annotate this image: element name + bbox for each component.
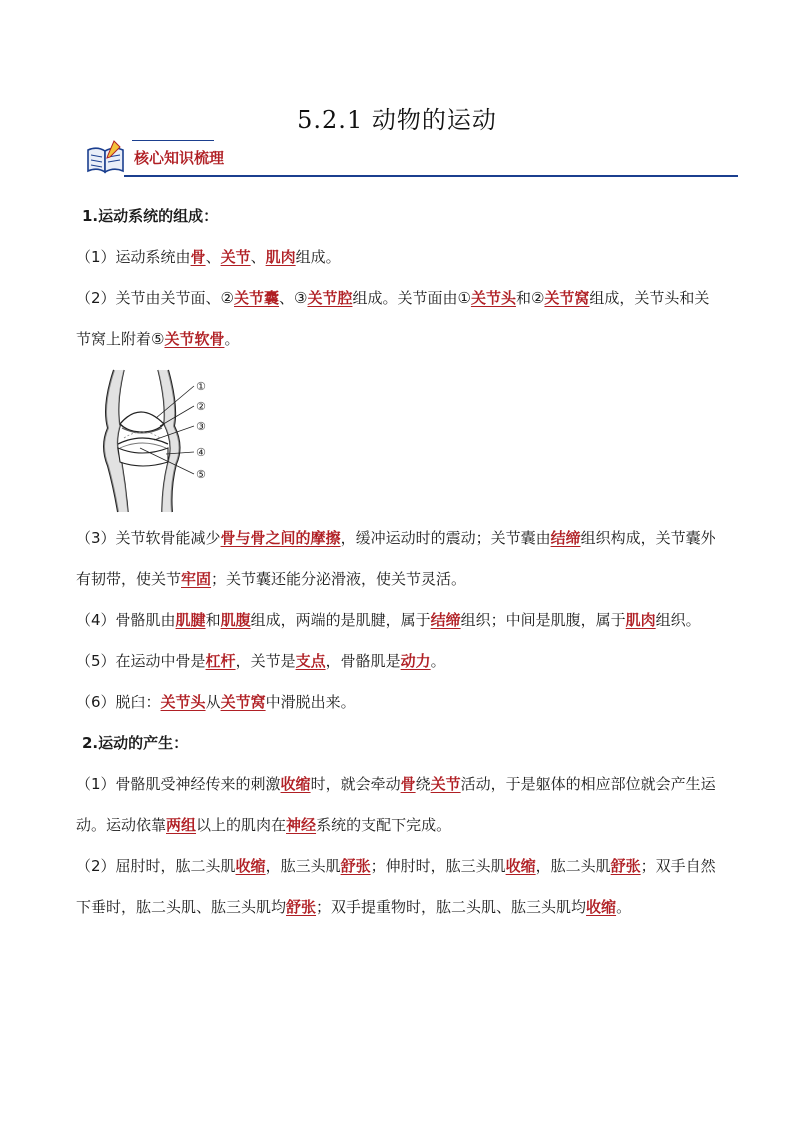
diagram-label-3: ③ bbox=[196, 420, 206, 433]
page-title: 5.2.1 动物的运动 bbox=[297, 106, 497, 134]
heading-1: 1.运动系统的组成： bbox=[82, 207, 219, 225]
text: （1）运动系统由 bbox=[76, 248, 191, 266]
text: ，缓冲运动时的震动；关节囊由 bbox=[340, 529, 551, 547]
text: ，肱二头肌 bbox=[535, 857, 611, 875]
text: 组成。关节面由① bbox=[352, 289, 471, 307]
paragraph-1-5 bbox=[76, 641, 724, 682]
answer: 结缔 bbox=[430, 611, 461, 629]
paragraph-1-1 bbox=[76, 237, 724, 278]
text: ；伸肘时，肱三头肌 bbox=[370, 857, 506, 875]
text: ；双手提重物时，肱二头肌、肱三头肌均 bbox=[316, 898, 587, 916]
text: 和② bbox=[515, 289, 545, 307]
answer: 神经 bbox=[286, 816, 317, 834]
content bbox=[76, 196, 724, 928]
answer: 关节头 bbox=[160, 693, 206, 711]
section-header bbox=[84, 138, 740, 180]
text: （5）在运动中骨是 bbox=[76, 652, 206, 670]
answer: 收缩 bbox=[586, 898, 617, 916]
text: （4）骨骼肌由 bbox=[76, 611, 176, 629]
paragraph-2-2 bbox=[76, 846, 724, 928]
text: 时，就会牵动 bbox=[310, 775, 401, 793]
answer: 结缔 bbox=[550, 529, 581, 547]
answer: 肌肉 bbox=[625, 611, 656, 629]
text: 、③ bbox=[279, 289, 308, 307]
text: 组织；中间是肌腹，属于 bbox=[460, 611, 626, 629]
text: （1）骨骼肌受神经传来的刺激 bbox=[76, 775, 281, 793]
answer: 关节窝 bbox=[544, 289, 590, 307]
text: 系统的支配下完成。 bbox=[316, 816, 452, 834]
answer: 肌腱 bbox=[175, 611, 206, 629]
text: （6）脱臼： bbox=[76, 693, 161, 711]
text: ，肱三头肌 bbox=[265, 857, 341, 875]
text: ；关节囊还能分泌滑液，使关节灵活。 bbox=[211, 570, 467, 588]
answer: 舒张 bbox=[340, 857, 371, 875]
text: 中滑脱出来。 bbox=[265, 693, 356, 711]
text: 从 bbox=[205, 693, 221, 711]
answer: 关节 bbox=[430, 775, 461, 793]
answer: 关节囊 bbox=[234, 289, 280, 307]
text: ，关节是 bbox=[235, 652, 296, 670]
text: （2）关节由关节面、② bbox=[76, 289, 234, 307]
text: 绕 bbox=[415, 775, 431, 793]
header-underline bbox=[124, 175, 738, 177]
book-icon bbox=[84, 138, 128, 178]
paragraph-1-4 bbox=[76, 600, 724, 641]
answer: 两组 bbox=[166, 816, 197, 834]
answer: 收缩 bbox=[235, 857, 266, 875]
text: 组成。 bbox=[295, 248, 341, 266]
answer: 关节 bbox=[220, 248, 251, 266]
text: 。 bbox=[224, 330, 240, 348]
paragraph-1-3 bbox=[76, 518, 724, 600]
section-label: 核心知识梳理 bbox=[134, 149, 225, 167]
diagram-label-5: ⑤ bbox=[196, 468, 206, 481]
answer: 动力 bbox=[400, 652, 431, 670]
text: 组织。 bbox=[655, 611, 701, 629]
answer: 关节窝 bbox=[220, 693, 266, 711]
answer: 骨 bbox=[400, 775, 416, 793]
text: 以上的肌肉在 bbox=[196, 816, 287, 834]
answer: 关节软骨 bbox=[164, 330, 225, 348]
text: 。 bbox=[616, 898, 632, 916]
heading-2: 2.运动的产生： bbox=[82, 734, 189, 752]
answer: 牢固 bbox=[181, 570, 212, 588]
knee-joint-illustration bbox=[104, 370, 194, 512]
answer: 骨与骨之间的摩擦 bbox=[220, 529, 341, 547]
text: 组成，两端的是肌腱，属于 bbox=[250, 611, 431, 629]
answer: 关节腔 bbox=[307, 289, 353, 307]
answer: 骨 bbox=[190, 248, 206, 266]
paragraph-2-1 bbox=[76, 764, 724, 846]
header-overline bbox=[132, 140, 214, 141]
diagram-label-4: ④ bbox=[196, 446, 206, 459]
text: 和 bbox=[205, 611, 221, 629]
paragraph-1-2 bbox=[76, 278, 724, 360]
text: 组成，关节头和关节窝上附着⑤ bbox=[76, 289, 710, 348]
paragraph-1-6 bbox=[76, 682, 724, 723]
text: ，骨骼肌是 bbox=[325, 652, 401, 670]
diagram-label-1: ① bbox=[196, 380, 206, 393]
text: （2）屈肘时，肱二头肌 bbox=[76, 857, 236, 875]
knee-joint-diagram bbox=[94, 366, 224, 516]
answer: 关节头 bbox=[470, 289, 516, 307]
answer: 收缩 bbox=[280, 775, 311, 793]
text: 。 bbox=[430, 652, 446, 670]
text: 、 bbox=[250, 248, 266, 266]
text: （3）关节软骨能减少 bbox=[76, 529, 221, 547]
text: 活动，于是躯体的相应部位就会产生运动。运动依靠 bbox=[76, 775, 716, 834]
text: 、 bbox=[205, 248, 221, 266]
answer: 舒张 bbox=[286, 898, 317, 916]
text: 组织构成，关节囊外有韧带，使关节 bbox=[76, 529, 716, 588]
diagram-label-2: ② bbox=[196, 400, 206, 413]
answer: 支点 bbox=[295, 652, 326, 670]
answer: 舒张 bbox=[610, 857, 641, 875]
answer: 收缩 bbox=[505, 857, 536, 875]
answer: 肌肉 bbox=[265, 248, 296, 266]
text: ；双手自然下垂时，肱二头肌、肱三头肌均 bbox=[76, 857, 716, 916]
answer: 杠杆 bbox=[205, 652, 236, 670]
answer: 肌腹 bbox=[220, 611, 251, 629]
